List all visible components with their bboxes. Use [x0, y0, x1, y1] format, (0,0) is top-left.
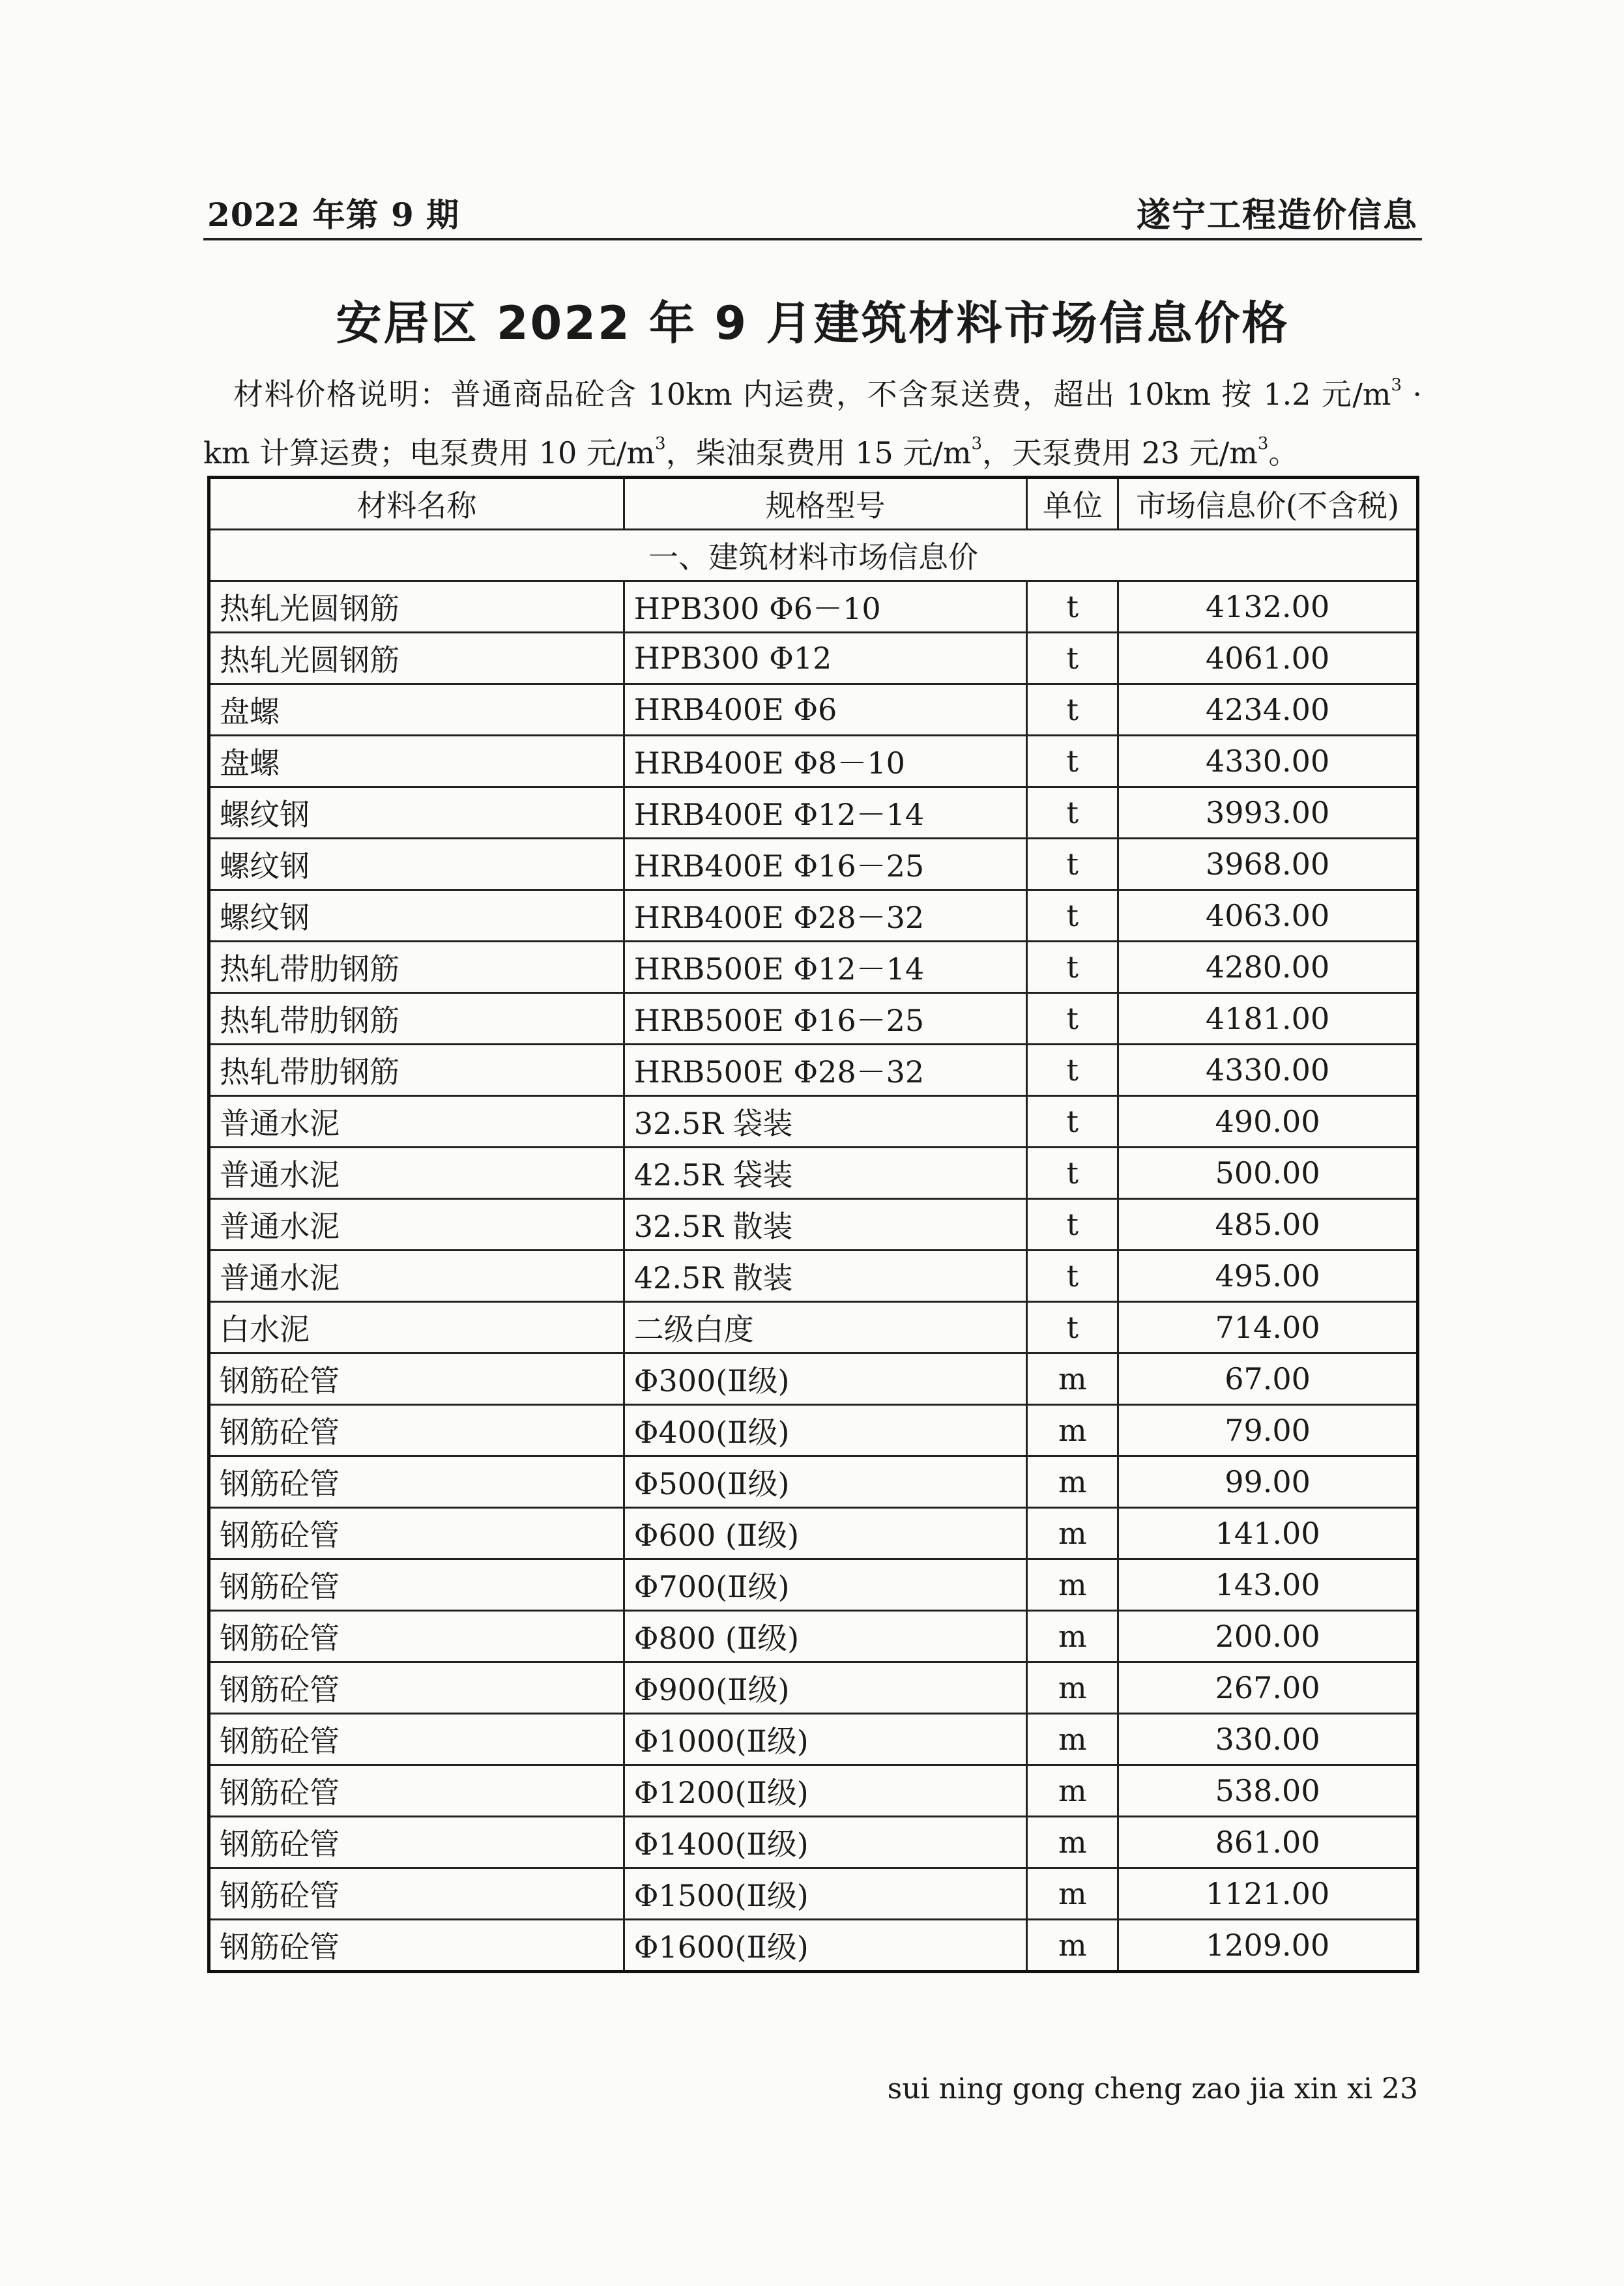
price-cell: 495.00 [1118, 1251, 1418, 1302]
header-material-name: 材料名称 [209, 478, 624, 530]
unit-cell: t [1027, 684, 1118, 736]
table-row [209, 787, 1418, 839]
unit-cell: t [1027, 1199, 1118, 1251]
price-cell: 4132.00 [1118, 581, 1418, 633]
unit-cell: t [1027, 1251, 1118, 1302]
spec-cell: HRB400E Φ16－25 [624, 839, 1027, 890]
section-row [209, 530, 1418, 581]
material-name-cell: 普通水泥 [209, 1199, 624, 1251]
price-cell: 1209.00 [1118, 1920, 1418, 1972]
unit-cell: t [1027, 736, 1118, 787]
unit-cell: m [1027, 1508, 1118, 1559]
section-title: 一、建筑材料市场信息价 [209, 530, 1418, 581]
material-name-cell: 钢筋砼管 [209, 1714, 624, 1765]
material-name-cell: 钢筋砼管 [209, 1353, 624, 1405]
material-name-cell: 钢筋砼管 [209, 1559, 624, 1611]
price-cell: 485.00 [1118, 1199, 1418, 1251]
material-name-cell: 钢筋砼管 [209, 1456, 624, 1508]
table-row [209, 1559, 1418, 1611]
price-cell: 490.00 [1118, 1096, 1418, 1148]
material-name-cell: 普通水泥 [209, 1148, 624, 1199]
spec-cell: HRB500E Φ12－14 [624, 942, 1027, 993]
unit-cell: t [1027, 581, 1118, 633]
footer-text: sui ning gong cheng zao jia xin xi 23 [887, 2072, 1418, 2105]
unit-cell: m [1027, 1353, 1118, 1405]
unit-cell: m [1027, 1405, 1118, 1456]
unit-cell: t [1027, 890, 1118, 942]
table-row [209, 1096, 1418, 1148]
unit-cell: m [1027, 1765, 1118, 1817]
spec-cell: Φ300(Ⅱ级) [624, 1353, 1027, 1405]
table-row [209, 1714, 1418, 1765]
price-cell: 267.00 [1118, 1662, 1418, 1714]
note-text-3: ，柴油泵费用 15 元/m [665, 435, 972, 470]
table-row [209, 581, 1418, 633]
note-text-1: 材料价格说明：普通商品砼含 10km 内运费，不含泵送费，超出 10km 按 1.2 元/m [233, 377, 1391, 412]
spec-cell: Φ900(Ⅱ级) [624, 1662, 1027, 1714]
spec-cell: Φ600 (Ⅱ级) [624, 1508, 1027, 1559]
spec-cell: Φ1400(Ⅱ级) [624, 1817, 1027, 1868]
price-cell: 4181.00 [1118, 993, 1418, 1045]
price-cell: 67.00 [1118, 1353, 1418, 1405]
spec-cell: HPB300 Φ12 [624, 633, 1027, 684]
note-text-5: 。 [1268, 435, 1299, 470]
price-cell: 1121.00 [1118, 1868, 1418, 1920]
material-name-cell: 白水泥 [209, 1302, 624, 1353]
unit-cell: t [1027, 1045, 1118, 1096]
material-name-cell: 螺纹钢 [209, 890, 624, 942]
table-row [209, 839, 1418, 890]
table-row [209, 1045, 1418, 1096]
unit-cell: m [1027, 1714, 1118, 1765]
price-cell: 4063.00 [1118, 890, 1418, 942]
table-row [209, 1817, 1418, 1868]
price-cell: 4330.00 [1118, 1045, 1418, 1096]
price-cell: 861.00 [1118, 1817, 1418, 1868]
spec-cell: Φ800 (Ⅱ级) [624, 1611, 1027, 1662]
note-sup-2: 3 [655, 434, 666, 454]
unit-cell: m [1027, 1559, 1118, 1611]
note-text-4: ，天泵费用 23 元/m [982, 435, 1258, 470]
note-sup-3: 3 [971, 434, 983, 454]
spec-cell: HRB400E Φ28－32 [624, 890, 1027, 942]
spec-cell: 42.5R 袋装 [624, 1148, 1027, 1199]
spec-cell: Φ400(Ⅱ级) [624, 1405, 1027, 1456]
material-name-cell: 钢筋砼管 [209, 1868, 624, 1920]
table-row [209, 684, 1418, 736]
spec-cell: HRB500E Φ28－32 [624, 1045, 1027, 1096]
table-row [209, 1508, 1418, 1559]
unit-cell: m [1027, 1817, 1118, 1868]
material-name-cell: 热轧光圆钢筋 [209, 633, 624, 684]
price-cell: 141.00 [1118, 1508, 1418, 1559]
table-row [209, 1353, 1418, 1405]
header-unit: 单位 [1027, 478, 1118, 530]
spec-cell: 42.5R 散装 [624, 1251, 1027, 1302]
unit-cell: t [1027, 1302, 1118, 1353]
table-row [209, 1251, 1418, 1302]
spec-cell: Φ1600(Ⅱ级) [624, 1920, 1027, 1972]
material-name-cell: 钢筋砼管 [209, 1817, 624, 1868]
note-sup-1: 3 [1391, 375, 1402, 395]
material-name-cell: 盘螺 [209, 684, 624, 736]
price-cell: 4280.00 [1118, 942, 1418, 993]
header-divider [203, 238, 1422, 240]
spec-cell: HRB500E Φ16－25 [624, 993, 1027, 1045]
table-row [209, 1199, 1418, 1251]
material-name-cell: 热轧带肋钢筋 [209, 1045, 624, 1096]
price-cell: 4330.00 [1118, 736, 1418, 787]
spec-cell: Φ700(Ⅱ级) [624, 1559, 1027, 1611]
note-sup-4: 3 [1257, 434, 1269, 454]
unit-cell: m [1027, 1868, 1118, 1920]
material-name-cell: 钢筋砼管 [209, 1508, 624, 1559]
issue-label: 2022 年第 9 期 [207, 195, 460, 234]
header-spec: 规格型号 [624, 478, 1027, 530]
spec-cell: HRB400E Φ12－14 [624, 787, 1027, 839]
spec-cell: Φ1500(Ⅱ级) [624, 1868, 1027, 1920]
price-cell: 714.00 [1118, 1302, 1418, 1353]
table-row [209, 1456, 1418, 1508]
spec-cell: HRB400E Φ8－10 [624, 736, 1027, 787]
table-row [209, 1302, 1418, 1353]
material-name-cell: 钢筋砼管 [209, 1765, 624, 1817]
spec-cell: Φ1000(Ⅱ级) [624, 1714, 1027, 1765]
price-cell: 4234.00 [1118, 684, 1418, 736]
price-cell: 3968.00 [1118, 839, 1418, 890]
unit-cell: m [1027, 1920, 1118, 1972]
material-name-cell: 钢筋砼管 [209, 1405, 624, 1456]
table-row [209, 942, 1418, 993]
spec-cell: 32.5R 散装 [624, 1199, 1027, 1251]
spec-cell: HRB400E Φ6 [624, 684, 1027, 736]
spec-cell: 二级白度 [624, 1302, 1027, 1353]
price-cell: 330.00 [1118, 1714, 1418, 1765]
material-name-cell: 热轧光圆钢筋 [209, 581, 624, 633]
unit-cell: t [1027, 839, 1118, 890]
material-name-cell: 普通水泥 [209, 1096, 624, 1148]
price-note [203, 365, 1422, 482]
material-name-cell: 热轧带肋钢筋 [209, 993, 624, 1045]
table-row [209, 1868, 1418, 1920]
material-name-cell: 钢筋砼管 [209, 1611, 624, 1662]
table-row [209, 1148, 1418, 1199]
table-row [209, 1611, 1418, 1662]
table-row [209, 1405, 1418, 1456]
table-row [209, 1662, 1418, 1714]
publication-name: 遂宁工程造价信息 [1136, 195, 1418, 235]
unit-cell: m [1027, 1662, 1118, 1714]
price-cell: 143.00 [1118, 1559, 1418, 1611]
table-row [209, 633, 1418, 684]
unit-cell: m [1027, 1456, 1118, 1508]
table-header-row [209, 478, 1418, 530]
unit-cell: t [1027, 1096, 1118, 1148]
header-price: 市场信息价(不含税) [1118, 478, 1418, 530]
price-cell: 4061.00 [1118, 633, 1418, 684]
price-cell: 3993.00 [1118, 787, 1418, 839]
table-row [209, 736, 1418, 787]
material-name-cell: 钢筋砼管 [209, 1662, 624, 1714]
table-row [209, 890, 1418, 942]
spec-cell: Φ1200(Ⅱ级) [624, 1765, 1027, 1817]
material-name-cell: 盘螺 [209, 736, 624, 787]
note-text-2: · km 计算运费；电泵费用 10 元/m [203, 377, 1422, 470]
spec-cell: HPB300 Φ6－10 [624, 581, 1027, 633]
unit-cell: m [1027, 1611, 1118, 1662]
price-cell: 79.00 [1118, 1405, 1418, 1456]
unit-cell: t [1027, 993, 1118, 1045]
table-row [209, 1920, 1418, 1972]
material-name-cell: 普通水泥 [209, 1251, 624, 1302]
price-cell: 500.00 [1118, 1148, 1418, 1199]
material-name-cell: 热轧带肋钢筋 [209, 942, 624, 993]
spec-cell: Φ500(Ⅱ级) [624, 1456, 1027, 1508]
price-cell: 99.00 [1118, 1456, 1418, 1508]
price-cell: 538.00 [1118, 1765, 1418, 1817]
unit-cell: t [1027, 942, 1118, 993]
material-name-cell: 钢筋砼管 [209, 1920, 624, 1972]
page-title: 安居区 2022 年 9 月建筑材料市场信息价格 [336, 297, 1290, 350]
price-cell: 200.00 [1118, 1611, 1418, 1662]
unit-cell: t [1027, 1148, 1118, 1199]
price-table [207, 476, 1419, 1973]
unit-cell: t [1027, 633, 1118, 684]
unit-cell: t [1027, 787, 1118, 839]
material-name-cell: 螺纹钢 [209, 787, 624, 839]
table-row [209, 993, 1418, 1045]
material-name-cell: 螺纹钢 [209, 839, 624, 890]
table-row [209, 1765, 1418, 1817]
spec-cell: 32.5R 袋装 [624, 1096, 1027, 1148]
